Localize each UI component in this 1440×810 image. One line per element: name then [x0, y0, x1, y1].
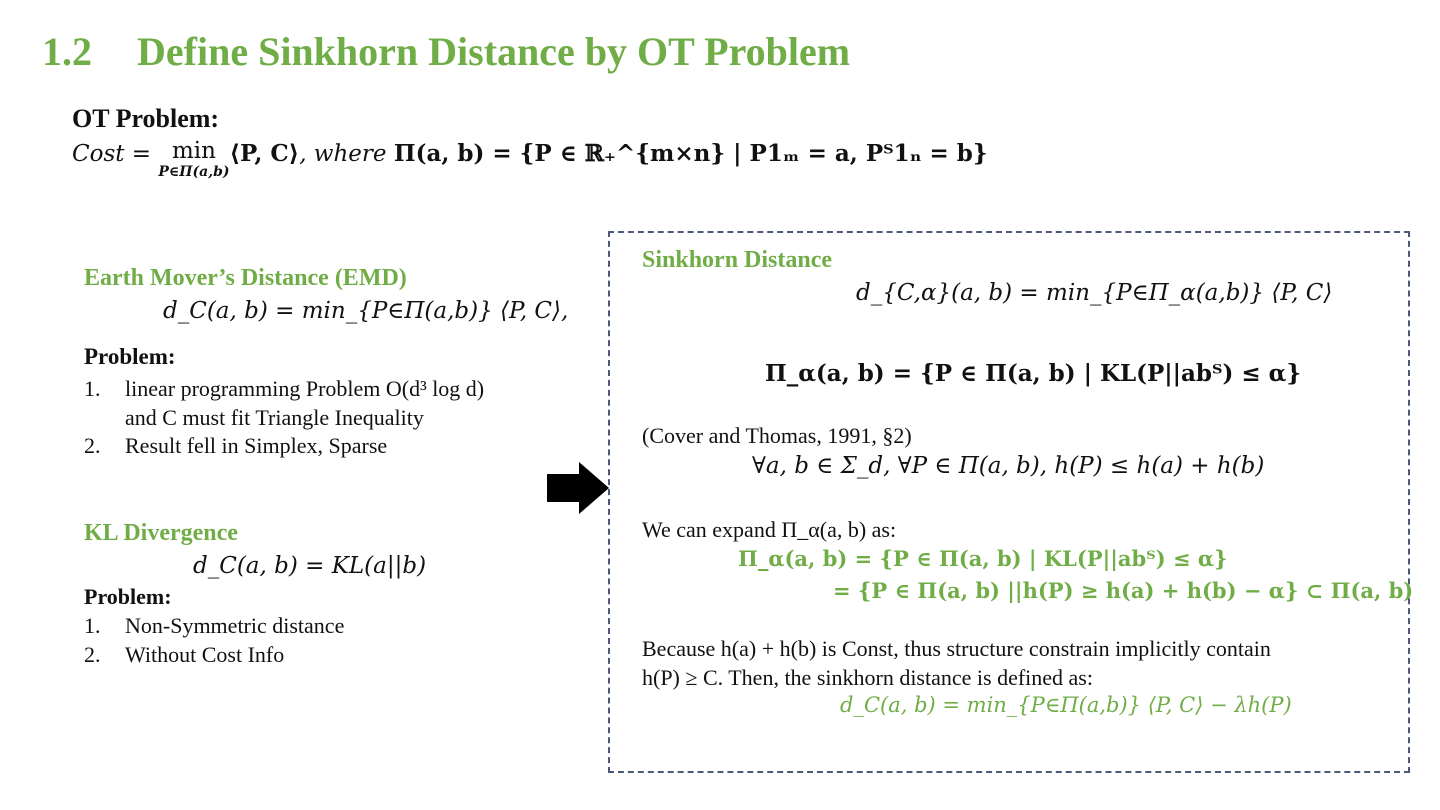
- title-text: Define Sinkhorn Distance by OT Problem: [137, 29, 851, 74]
- expand-text: We can expand Π_α(a, b) as:: [642, 517, 897, 542]
- cost-label: Cost =: [72, 141, 152, 167]
- kl-formula: d_C(a, b) = KL(a||b): [193, 553, 427, 579]
- emd-item-1-continuation: and C must fit Triangle Inequality: [125, 405, 424, 430]
- emd-item-2: 2. Result fell in Simplex, Sparse: [84, 433, 388, 458]
- emd-problem-label: Problem:: [84, 344, 176, 369]
- sinkhorn-box: [608, 231, 1410, 773]
- min-operator: min P∈Π(a,b): [158, 138, 230, 180]
- kl-heading: KL Divergence: [84, 520, 238, 546]
- sinkhorn-heading: Sinkhorn Distance: [642, 247, 833, 273]
- section-number: 1.2: [42, 29, 92, 74]
- citation: (Cover and Thomas, 1991, §2): [642, 423, 912, 448]
- expand-line-1: Π_α(a, b) = {P ∈ Π(a, b) | KL(P||abᵀ) ≤ α}: [738, 546, 1228, 571]
- page-title: [42, 28, 850, 75]
- feasible-set: Π(a, b) = {P ∈ ℝ₊^{m×n} | P1ₘ = a, Pᵀ1ₙ = b}: [393, 140, 988, 167]
- because-line-2: h(P) ≥ C. Then, the sinkhorn distance is defined as:: [642, 665, 1093, 690]
- expand-line-2: = {P ∈ Π(a, b) ||h(P) ≥ h(a) + h(b) − α} ⊂ Π(a, b): [833, 578, 1414, 603]
- entropy-inequality: ∀a, b ∈ Σ_d, ∀P ∈ Π(a, b), h(P) ≤ h(a) + h(b): [752, 453, 1265, 479]
- sinkhorn-final-formula: d_C(a, b) = min_{P∈Π(a,b)} ⟨P, C⟩ − λh(P): [840, 693, 1292, 717]
- sinkhorn-constraint-set: Π_α(a, b) = {P ∈ Π(a, b) | KL(P||abᵀ) ≤ α}: [765, 360, 1302, 387]
- kl-problem-label: Problem:: [84, 584, 172, 609]
- kl-item-1: 1. Non-Symmetric distance: [84, 613, 345, 638]
- because-line-1: Because h(a) + h(b) is Const, thus structure constrain implicitly contain: [642, 636, 1271, 661]
- kl-item-2: 2. Without Cost Info: [84, 642, 285, 667]
- ot-cost-formula: Cost = min P∈Π(a,b) ⟨P, C⟩, where Π(a, b) = {P ∈ ℝ₊^{m×n} | P1ₘ = a, Pᵀ1ₙ = b}: [72, 138, 988, 180]
- emd-formula: d_C(a, b) = min_{P∈Π(a,b)} ⟨P, C⟩,: [163, 298, 569, 324]
- sinkhorn-formula: d_{C,α}(a, b) = min_{P∈Π_α(a,b)} ⟨P, C⟩: [856, 280, 1333, 306]
- right-arrow-icon: [547, 462, 609, 514]
- emd-heading: Earth Mover’s Distance (EMD): [84, 265, 407, 291]
- emd-item-1: 1. linear programming Problem O(d³ log d): [84, 376, 485, 401]
- ot-problem-heading: OT Problem:: [72, 104, 220, 133]
